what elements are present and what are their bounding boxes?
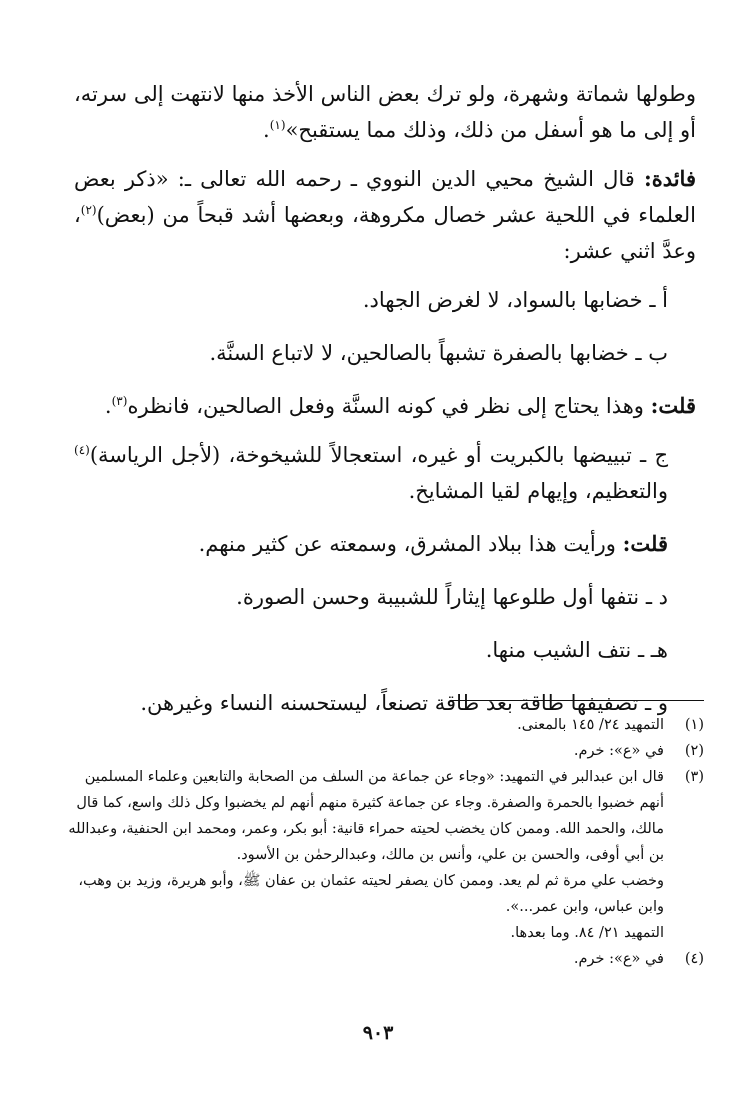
qultu-label-2: قلت: [622, 531, 668, 556]
qultu-end-1: . [104, 394, 112, 418]
footnote-number: (٤) [684, 951, 704, 967]
footnote-ref-2: (٢) [80, 203, 97, 217]
footnote-1 [62, 712, 704, 738]
paragraph-1-text: وطولها شماتة وشهرة، ولو ترك بعض الناس الأخذ منها لانتهت إلى سرته، أو إلى ما هو أسفل من ذلك، وذلك مما يستقبح» [74, 82, 696, 142]
list-item-d: د ـ نتفها أول طلوعها إيثاراً للشبيبة وحسن الصورة. [236, 585, 668, 609]
footnote-text: في «ع»: خرم. [573, 951, 664, 967]
footnote-separator [450, 700, 704, 701]
fawaid-label: فائدة: [643, 166, 696, 191]
footnote-number: (٣) [684, 769, 704, 785]
qultu-text-1: وهذا يحتاج إلى نظر في كونه السنَّة وفعل الصالحين، فانظره [127, 394, 651, 418]
paragraph-1 [74, 76, 696, 148]
footnotes [62, 712, 704, 972]
paragraph-fawaid [74, 161, 696, 269]
footnote-4 [62, 946, 704, 972]
footnote-text: التمهيد ٢٤/ ١٤٥ بالمعنى. [517, 717, 664, 733]
list-item-c-end: والتعظيم، وإيهام لقيا المشايخ. [408, 479, 668, 503]
qultu-text-2: ورأيت هذا ببلاد المشرق، وسمعته عن كثير منهم. [198, 532, 623, 556]
fawaid-text: قال الشيخ محيي الدين النووي ـ رحمه الله تعالى ـ: «ذكر بعض العلماء في اللحية عشر خصال مكروهة، وبعضها أشد قبحاً من (بعض) [74, 167, 696, 227]
footnote-text: في «ع»: خرم. [573, 743, 664, 759]
list-item-c-text: ج ـ تبييضها بالكبريت أو غيره، استعجالاً للشيخوخة، (لأجل الرياسة) [89, 443, 668, 467]
paragraph-qultu-2 [74, 526, 696, 562]
list-item-h: هـ ـ نتف الشيب منها. [485, 638, 668, 662]
paragraph-qultu-1 [74, 388, 696, 424]
footnote-number: (٢) [684, 743, 704, 759]
main-text [74, 76, 696, 738]
footnote-ref-1: (١) [269, 118, 286, 132]
footnote-ref-4: (٤) [74, 443, 90, 457]
paragraph-1-end: . [263, 118, 270, 142]
qultu-label-1: قلت: [650, 393, 696, 418]
footnote-text: قال ابن عبدالبر في التمهيد: «وجاء عن جماعة من السلف من الصحابة والتابعين وعلماء المسلمين أنهم خضبوا بالحمرة والصفرة. وجاء عن جماعة كثيرة منهم أنهم لم يخضبوا وكل ذلك واسع، كما قال مالك، والحمد الله. وممن كان يخضب لحيته حمراء قانية: أبو بكر، وعمر، ومحمد ابن الحنفية، وعبدالله بن أبي أوفى، والحسن بن علي، وأنس بن مالك، وعبدالرحمٰن بن الأسود. [68, 769, 664, 863]
page-number: ٩٠٣ [362, 1022, 394, 1044]
list-item-b: ب ـ خضابها بالصفرة تشبهاً بالصالحين، لا لاتباع السنَّة. [209, 341, 668, 365]
list-item-w: و ـ تصفيفها طاقة بعد طاقة تصنعاً، ليستحسنه النساء وغيرهن. [140, 691, 668, 715]
list-item-a: أ ـ خضابها بالسواد، لا لغرض الجهاد. [362, 288, 668, 312]
fawaid-end: ، وعدَّ اثني عشر: [74, 203, 696, 263]
footnote-3-source: التمهيد ٢١/ ٨٤. وما بعدها. [510, 925, 664, 941]
footnote-3-continuation: وخضب علي مرة ثم لم يعد. وممن كان يصفر لحيته عثمان بن عفان ﷺ، وأبو هريرة، وزيد بن وهب، وابن عباس، وابن عمر...». [78, 873, 664, 915]
footnote-ref-3: (٣) [111, 394, 128, 408]
footnote-2 [62, 738, 704, 764]
footnote-3 [62, 764, 704, 868]
list-item-c [74, 437, 696, 509]
footnote-number: (١) [684, 717, 704, 733]
